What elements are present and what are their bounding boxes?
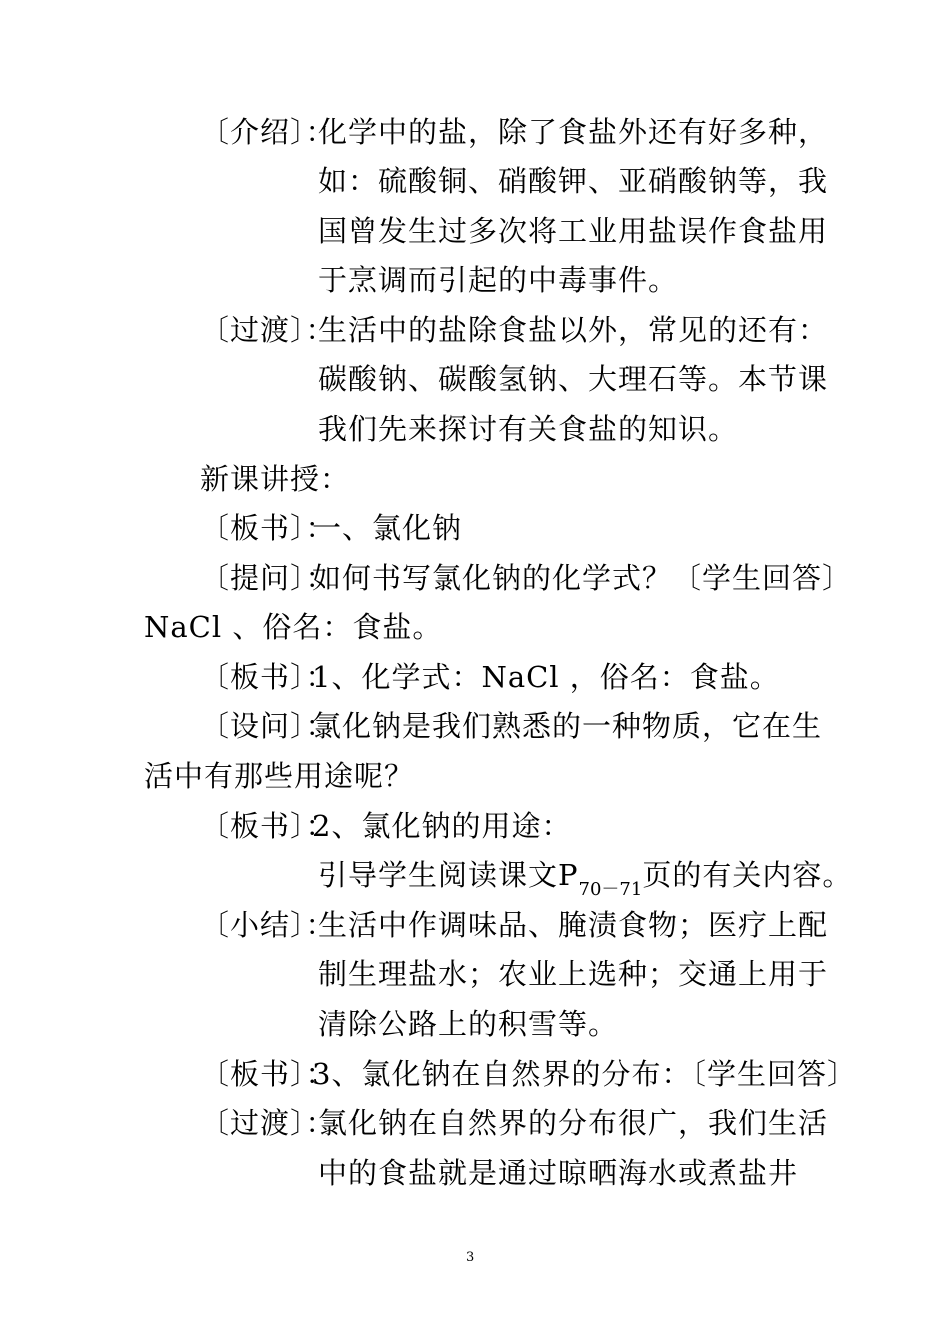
line-text: 氯化钠在自然界的分布很广，我们生活 [318,1106,829,1140]
line-tag: 〔小结〕： [200,908,336,942]
line-text: 生活中作调味品、腌渍食物；医疗上配 [318,908,829,942]
section-heading: 新课讲授： [200,462,351,496]
line-text: 清除公路上的积雪等。 [318,1007,619,1041]
line-tag: 〔板书〕： [200,809,336,843]
line-text: 如何书写氯化钠的化学式？〔学生回答〕 [312,561,853,595]
line-text: 于烹调而引起的中毒事件。 [318,263,679,297]
line-text: 国曾发生过多次将工业用盐误作食盐用 [318,214,829,248]
line-tag: 〔提问〕： [200,561,336,595]
line-text: 3、氯化钠在自然界的分布：〔学生回答〕 [312,1057,857,1091]
line-tag: 〔过渡〕： [200,313,336,347]
line-tag: 〔板书〕： [200,511,336,545]
line-text-before: 引导学生阅读课文P [318,858,579,892]
line-text: 制生理盐水；农业上选种；交通上用于 [318,957,829,991]
line-text: 我们先来探讨有关食盐的知识。 [318,412,739,446]
page-number: 3 [466,1250,475,1265]
line-text-after: 页的有关内容。 [642,858,853,892]
paragraph-line: 活中有那些用途呢？ [144,759,415,793]
line-text: 2、氯化钠的用途： [312,809,572,843]
line-text: 生活中的盐除食盐以外，常见的还有： [318,313,829,347]
line-tag: 〔板书〕： [200,660,336,694]
line-tag: 〔介绍〕： [200,115,336,149]
line-text: 氯化钠是我们熟悉的一种物质，它在生 [312,709,823,743]
line-tag: 〔板书〕： [200,1057,336,1091]
line-tag: 〔设问〕： [200,709,336,743]
page-range-subscript: 70－71 [578,879,643,900]
line-text [318,857,852,898]
line-text: 一、氯化钠 [312,511,463,545]
line-text: 碳酸钠、碳酸氢钠、大理石等。本节课 [318,362,829,396]
line-text: 化学中的盐，除了食盐外还有好多种， [318,115,829,149]
paragraph-line: NaCl 、俗名：食盐。 [144,610,443,644]
line-text: 中的食盐就是通过晾晒海水或煮盐井 [318,1156,799,1190]
line-text: 1、化学式：NaCl ，俗名：食盐。 [312,660,780,694]
line-text: 如：硫酸铜、硝酸钾、亚硝酸钠等，我 [318,164,829,198]
line-tag: 〔过渡〕： [200,1106,336,1140]
